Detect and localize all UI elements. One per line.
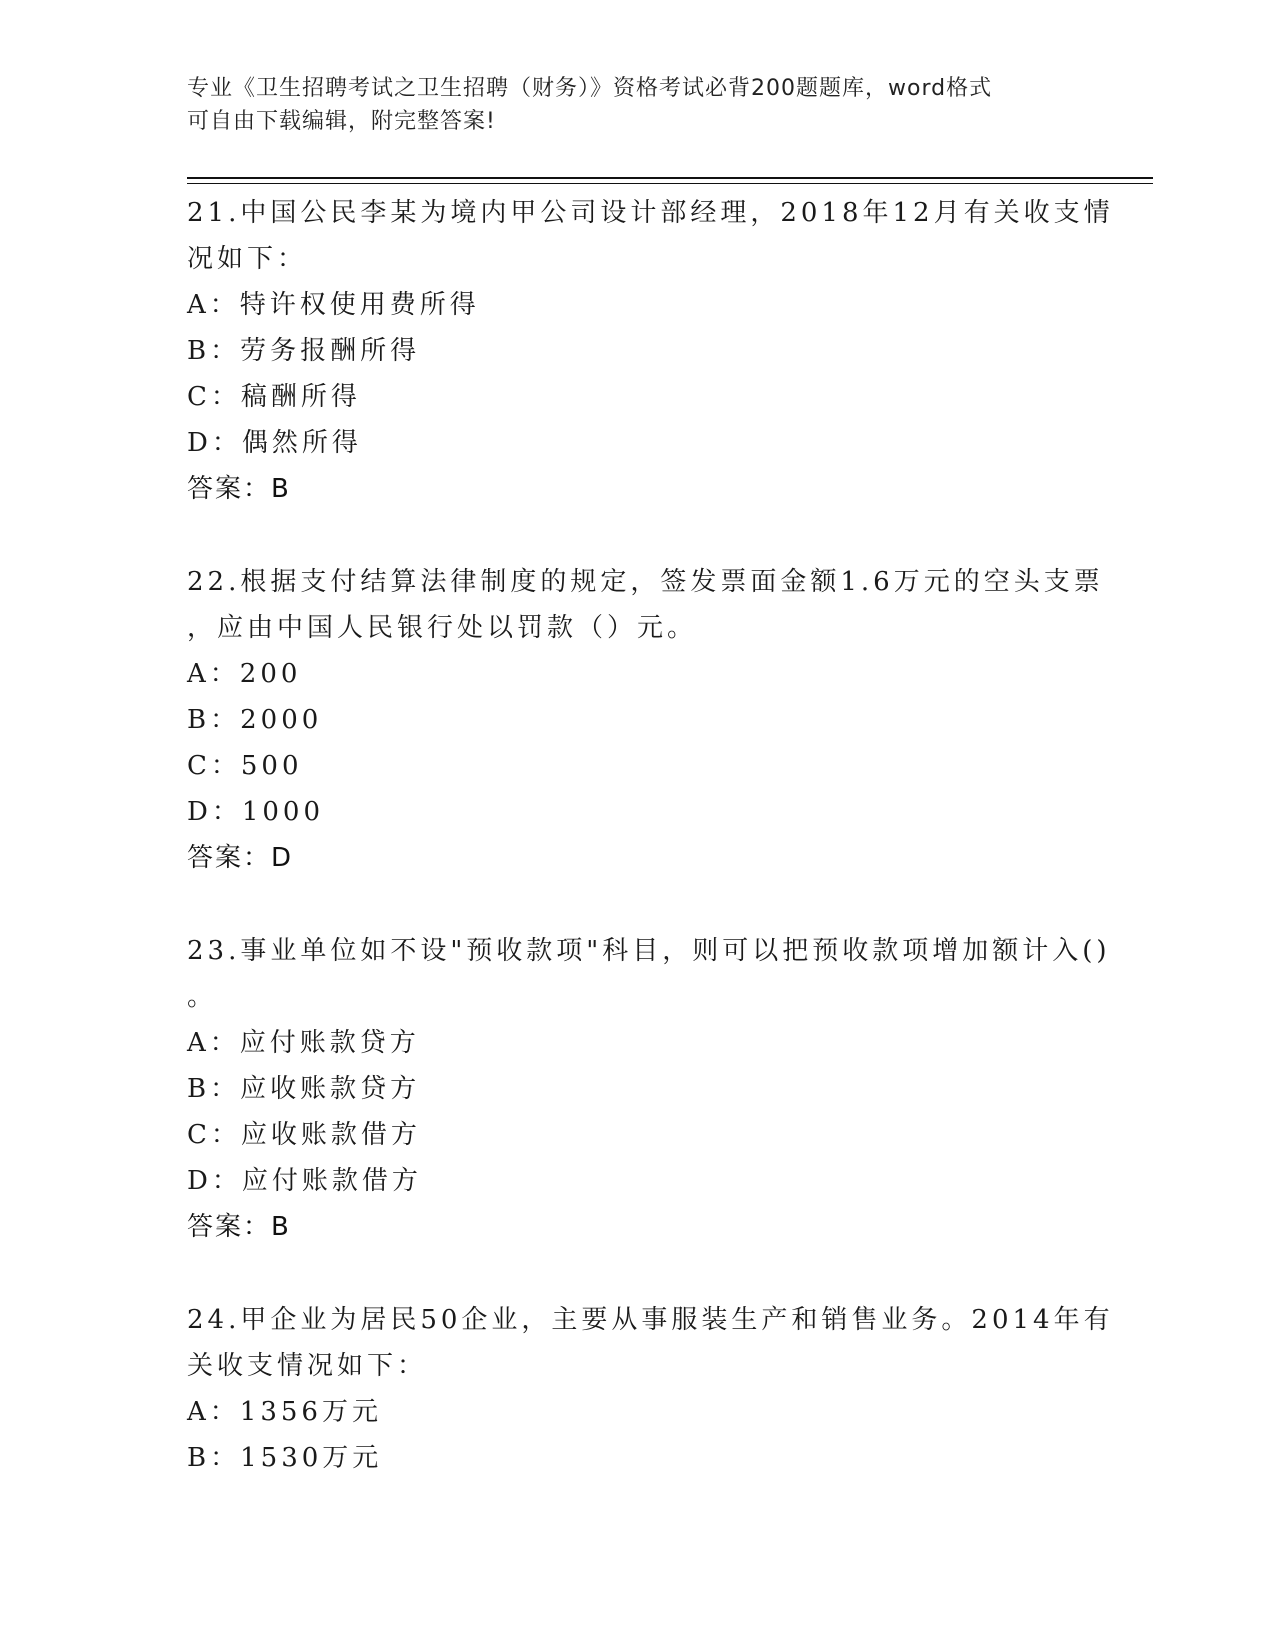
header-line-1: 专业《卫生招聘考试之卫生招聘（财务）》资格考试必背200题题库，word格式 (187, 76, 993, 101)
question-stem-line: 23.事业单位如不设"预收款项"科目，则可以把预收款项增加额计入() (187, 936, 1111, 966)
option-a: A：应付账款贷方 (187, 1028, 420, 1058)
option-a: A：1356万元 (187, 1397, 382, 1427)
option-c: C：稿酬所得 (187, 382, 361, 412)
question-list (187, 190, 1114, 1528)
answer-label: 答案：B (187, 474, 291, 504)
option-b: B：1530万元 (187, 1443, 383, 1473)
option-b: B：应收账款贷方 (187, 1074, 421, 1104)
question-22 (187, 559, 1104, 881)
question-stem-line: 24.甲企业为居民50企业，主要从事服装生产和销售业务。2014年有 (187, 1305, 1114, 1335)
option-b: B：劳务报酬所得 (187, 336, 421, 366)
option-b: B：2000 (187, 705, 323, 735)
option-d: D：应付账款借方 (187, 1166, 422, 1196)
header-divider-thin (187, 183, 1153, 184)
document-header (187, 72, 1087, 138)
question-stem-line: 况如下： (187, 244, 308, 274)
option-a: A：特许权使用费所得 (187, 290, 480, 320)
question-stem-line: 关收支情况如下： (187, 1351, 428, 1381)
question-stem-line: 。 (187, 982, 218, 1012)
question-24 (187, 1297, 1114, 1481)
option-d: D：1000 (187, 797, 325, 827)
question-23 (187, 928, 1111, 1250)
question-stem-line: 21.中国公民李某为境内甲公司设计部经理，2018年12月有关收支情 (187, 198, 1114, 228)
question-stem-line: 22.根据支付结算法律制度的规定，签发票面金额1.6万元的空头支票 (187, 567, 1104, 597)
answer-label: 答案：D (187, 843, 294, 873)
answer-label: 答案：B (187, 1212, 291, 1242)
header-divider-thick (187, 177, 1153, 179)
question-21 (187, 190, 1114, 512)
option-c: C：500 (187, 751, 303, 781)
option-d: D：偶然所得 (187, 428, 362, 458)
question-stem-line: ，应由中国人民银行处以罚款（）元。 (187, 613, 698, 643)
header-line-2: 可自由下载编辑，附完整答案! (187, 109, 496, 134)
option-a: A：200 (187, 659, 302, 689)
option-c: C：应收账款借方 (187, 1120, 421, 1150)
